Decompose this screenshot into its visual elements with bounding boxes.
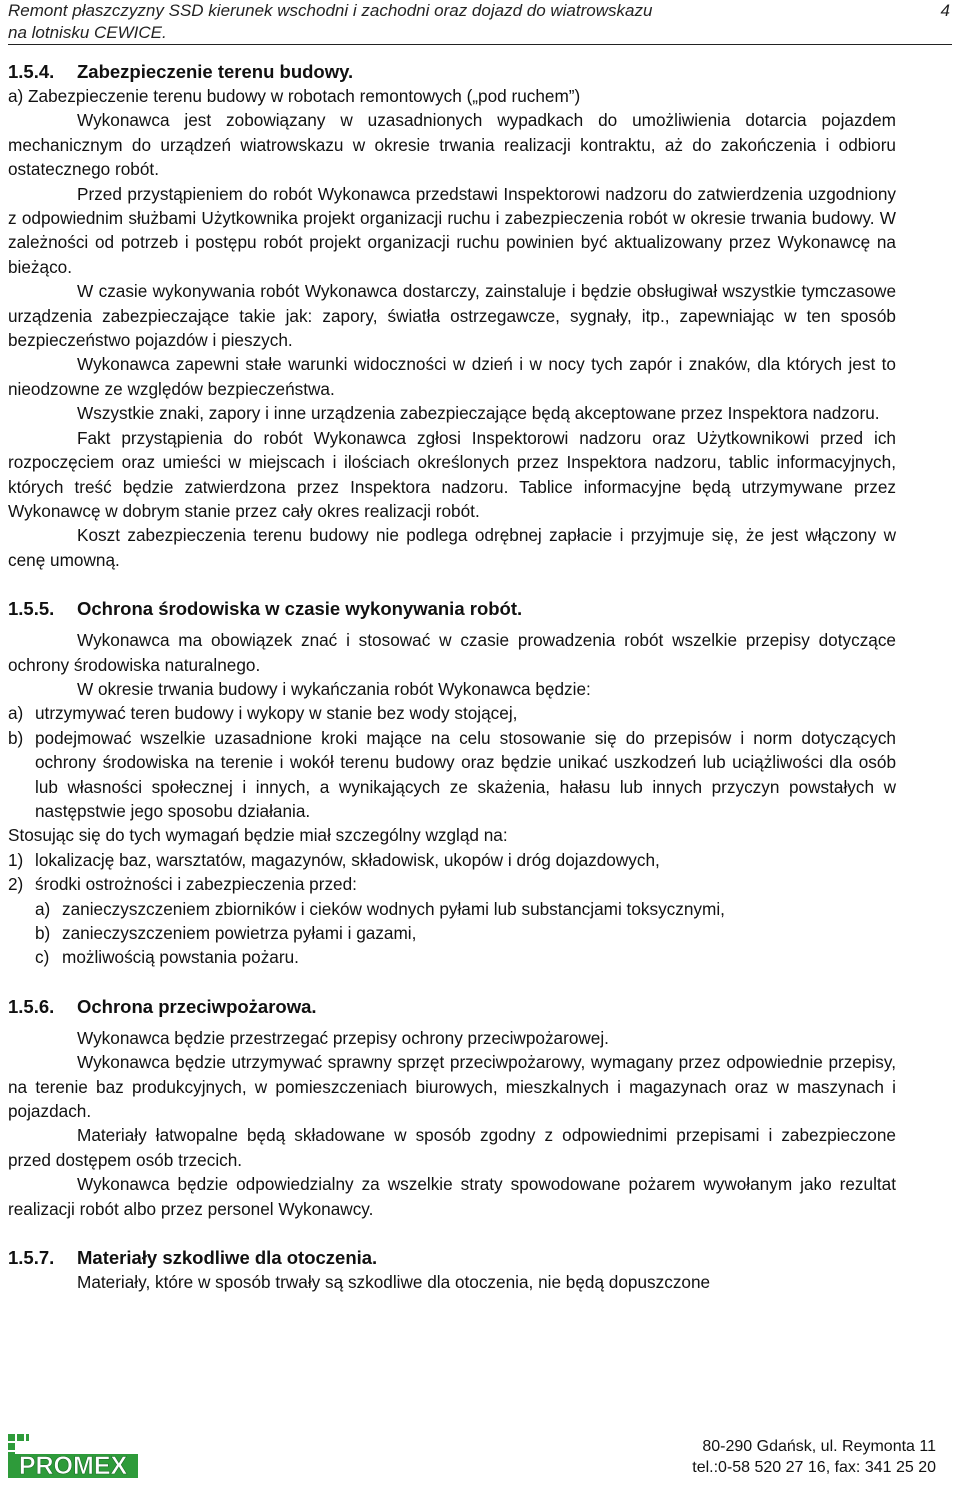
paragraph: Materiały łatwopalne będą składowane w sposób zgodny z odpowiednimi przepisami i zabezpieczone przed dostępem osób trzecich.: [8, 1125, 896, 1170]
section-number: 1.5.7.: [8, 1247, 55, 1269]
paragraph: Wykonawca zapewni stałe warunki widoczności w dzień i w nocy tych zapór i znaków, dla których jest to nieodzowne ze względów bezpieczeństwa.: [8, 354, 896, 399]
list-marker: b): [35, 923, 51, 943]
section-number: 1.5.5.: [8, 598, 55, 620]
paragraph: Wykonawca będzie utrzymywać sprawny sprzęt przeciwpożarowy, wymagany przez odpowiednie przepisy, na terenie baz produkcyjnych, w pomieszczeniach biurowych, mieszkalnych i magazynach oraz w maszynach i pojazdach.: [8, 1052, 896, 1122]
list-text: możliwością powstania pożaru.: [62, 947, 299, 968]
paragraph: Przed przystąpieniem do robót Wykonawca przedstawi Inspektorowi nadzoru do zatwierdzenia uzgodniony z odpowiednim służbami Użytkownika projekt organizacji ruchu i zabezpieczenia robót w okresie trwania budowy. W zależności od potrzeb i postępu robót projekt organizacji ruchu powinien być aktualizowany przez Wykonawcę na bieżąco.: [8, 183, 896, 277]
list-item: [8, 897, 896, 921]
page-number: 4: [940, 1, 950, 20]
list-marker: b): [8, 727, 24, 748]
section-title: Zabezpieczenie terenu budowy.: [77, 61, 354, 82]
promex-logo: [8, 1434, 138, 1478]
address-line: 80-290 Gdańsk, ul. Reymonta 11: [702, 1438, 936, 1455]
section-heading-1-5-7: [8, 1246, 896, 1270]
list-text: podejmować wszelkie uzasadnione kroki mające na celu stosowanie się do przepisów i norm dotyczących ochrony środowiska na terenie i wokół terenu budowy oraz będzie unikać uszkodzeń lub uciążliwości dla osób lub własności społecznej i innych, a wynikających ze skażenia, hałasu lub innych przyczyn powstałych w następstwie jego sposobu działania.: [35, 727, 896, 821]
logo-text: PROMEX: [18, 1452, 128, 1478]
document-title: [8, 0, 808, 44]
paragraph: Stosując się do tych wymagań będzie miał szczególny wzgląd na:: [8, 825, 508, 846]
section-heading-1-5-5: [8, 597, 896, 621]
paragraph: Wykonawca ma obowiązek znać i stosować w czasie prowadzenia robót wszelkie przepisy dotyczące ochrony środowiska naturalnego.: [8, 630, 896, 675]
company-address: [692, 1436, 936, 1478]
page-header: [8, 0, 952, 45]
list-marker: c): [35, 947, 50, 968]
list-item: [8, 848, 896, 872]
paragraph: Fakt przystąpienia do robót Wykonawca zgłosi Inspektorowi nadzoru oraz Użytkownikowi przed ich rozpoczęciem oraz umieści w miejscach i ilościach określonych przez Inspektora nadzoru, tablic informacyjnych, których treść będzie zatwierdzona przez Inspektora nadzoru. Tablice informacyjne będą utrzymywane przez Wykonawcę w dobrym stanie przez cały okres realizacji robót.: [8, 427, 896, 521]
list-marker: a): [35, 898, 51, 919]
list-item: [8, 726, 896, 824]
phone-line: tel.:0-58 520 27 16, fax: 341 25 20: [692, 1459, 936, 1476]
page-footer: [8, 1432, 952, 1484]
section-heading-1-5-6: [8, 995, 896, 1019]
section-heading-1-5-4: [8, 60, 896, 84]
list-text: utrzymywać teren budowy i wykopy w stanie bez wody stojącej,: [35, 703, 518, 724]
document-title-line-1: Remont płaszczyzny SSD kierunek wschodni i zachodni oraz dojazd do wiatrowskazu: [8, 1, 653, 20]
list-item: [8, 921, 896, 945]
section-title: Ochrona przeciwpożarowa.: [77, 995, 317, 1017]
list-text: zanieczyszczeniem powietrza pyłami i gazami,: [62, 923, 417, 943]
list-text: środki ostrożności i zabezpieczenia przed:: [35, 874, 357, 895]
list-item: [8, 701, 896, 725]
section-title: Ochrona środowiska w czasie wykonywania robót.: [77, 598, 523, 620]
paragraph: W okresie trwania budowy i wykańczania robót Wykonawca będzie:: [77, 678, 591, 699]
paragraph: Wszystkie znaki, zapory i inne urządzenia zabezpieczające będą akceptowane przez Inspektora nadzoru.: [77, 403, 880, 424]
document-title-line-2: na lotnisku CEWICE.: [8, 23, 167, 42]
list-marker: 2): [8, 874, 24, 895]
paragraph: Wykonawca będzie odpowiedzialny za wszelkie straty spowodowane pożarem wywołanym jako rezultat realizacji robót albo przez personel Wykonawcy.: [8, 1174, 896, 1219]
paragraph: W czasie wykonywania robót Wykonawca dostarczy, zainstaluje i będzie obsługiwał wszystkie tymczasowe urządzenia zabezpieczające takie jak: zapory, światła ostrzegawcze, sygnały, itp., zapewniając w ten sposób bezpieczeństwo pojazdów i pieszych.: [8, 281, 896, 351]
list-item: [8, 945, 896, 969]
paragraph: Wykonawca będzie przestrzegać przepisy ochrony przeciwpożarowej.: [77, 1027, 609, 1048]
section-title: Materiały szkodliwe dla otoczenia.: [77, 1247, 378, 1269]
list-text: zanieczyszczeniem zbiorników i cieków wodnych pyłami lub substancjami toksycznymi,: [62, 898, 725, 919]
paragraph: Materiały, które w sposób trwały są szkodliwe dla otoczenia, nie będą dopuszczone: [77, 1272, 711, 1293]
list-text: lokalizację baz, warsztatów, magazynów, składowisk, ukopów i dróg dojazdowych,: [35, 849, 660, 870]
list-item: [8, 872, 896, 896]
section-number: 1.5.4.: [8, 61, 55, 82]
subheading: a) Zabezpieczenie terenu budowy w robotach remontowych („pod ruchem”): [8, 86, 581, 106]
list-marker: 1): [8, 849, 24, 870]
section-number: 1.5.6.: [8, 995, 55, 1017]
paragraph: Koszt zabezpieczenia terenu budowy nie podlega odrębnej zapłacie i przyjmuje się, że jest włączony w cenę umowną.: [8, 525, 896, 570]
list-marker: a): [8, 703, 24, 724]
document-body: [8, 60, 896, 1294]
paragraph: Wykonawca jest zobowiązany w uzasadnionych wypadkach do umożliwienia dotarcia pojazdem mechanicznym do urządzeń wiatrowskazu w okresie trwania realizacji kontraktu, aż do zakończenia i odbioru ostatecznego robót.: [8, 110, 896, 180]
